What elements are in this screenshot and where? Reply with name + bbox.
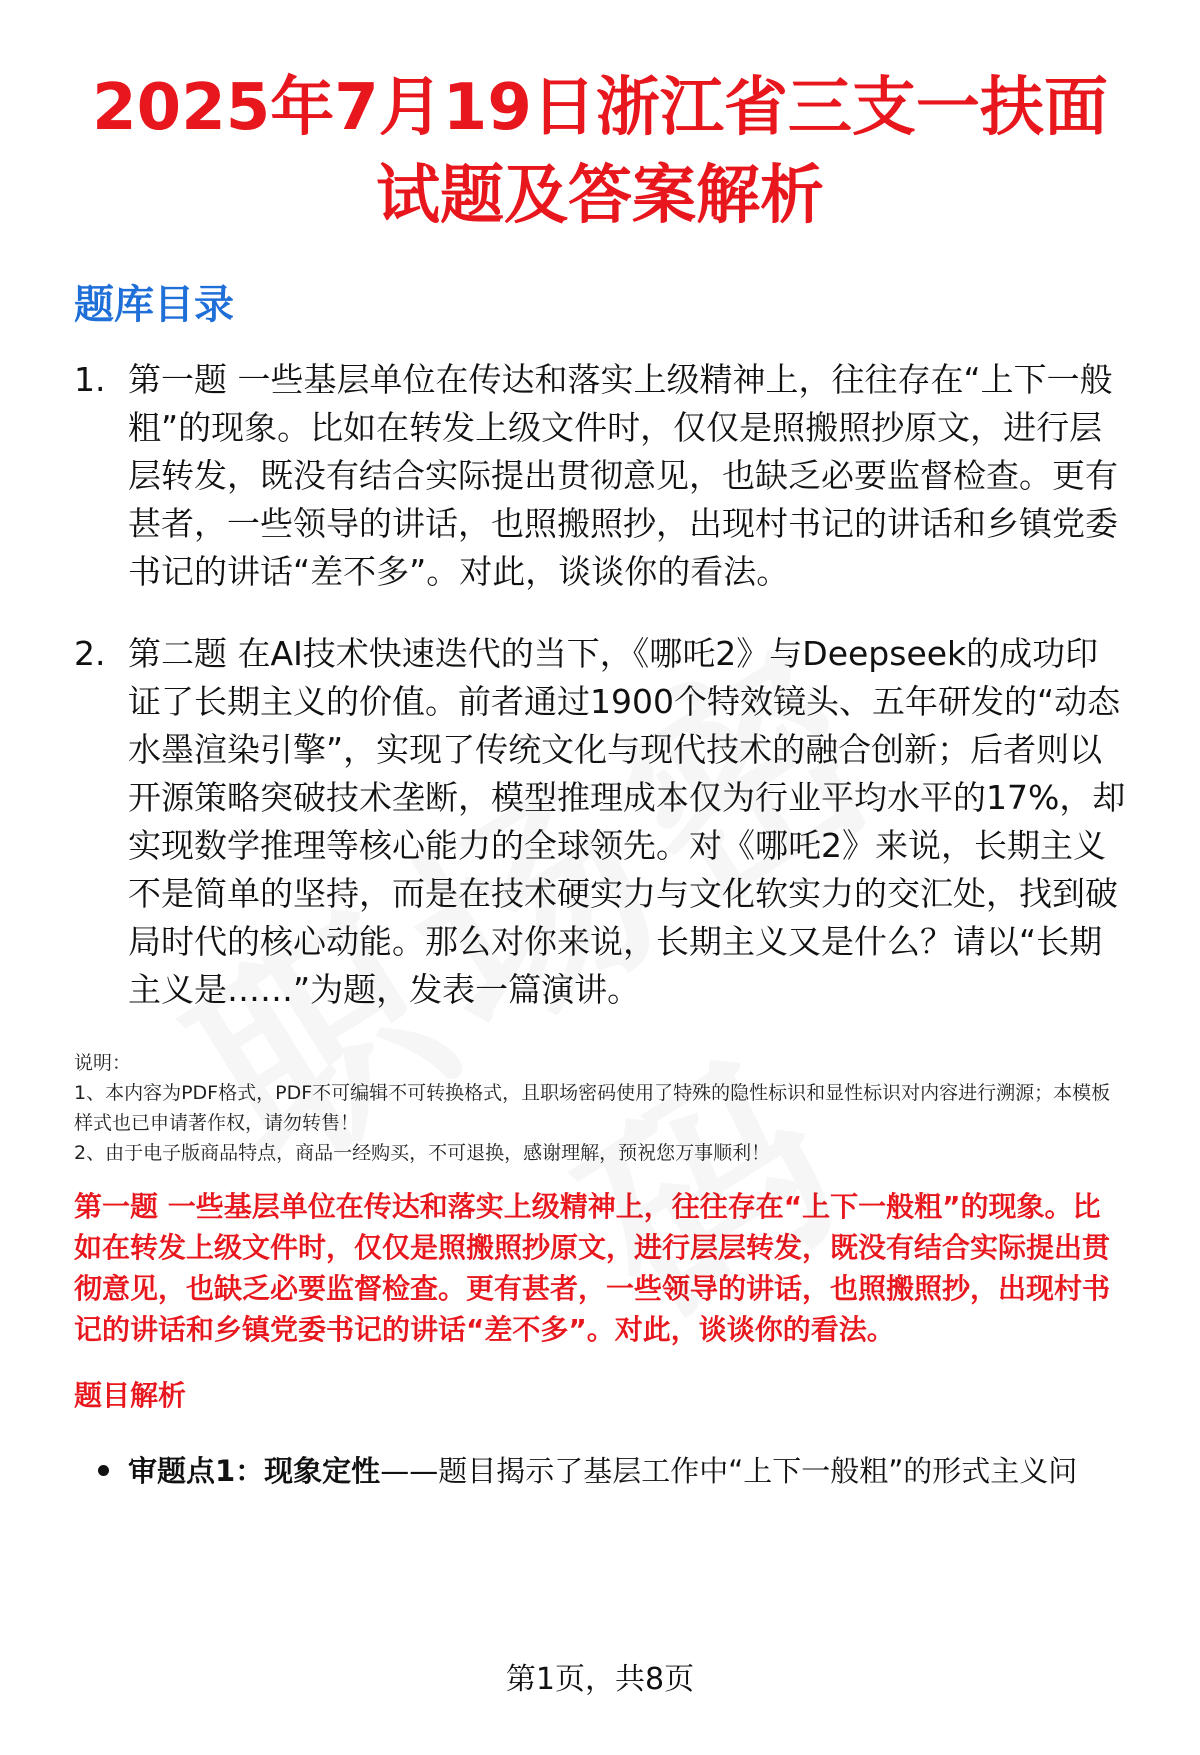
question-item <box>74 356 1126 596</box>
question-text: 第一题 一些基层单位在传达和落实上级精神上，往往存在“上下一般粗”的现象。比如在转发上级文件时，仅仅是照搬照抄原文，进行层层转发，既没有结合实际提出贯彻意见，也缺乏必要监督检查。更有甚者，一些领导的讲话，也照搬照抄，出现村书记的讲话和乡镇党委书记的讲话“差不多”。对此，谈谈你的看法。 <box>128 360 1118 591</box>
bullet-text: ——题目揭示了基层工作中“上下一般粗”的形式主义问 <box>380 1454 1078 1488</box>
notes-section <box>74 1048 1126 1168</box>
question-item <box>74 630 1126 1014</box>
question-text: 第二题 在AI技术快速迭代的当下，《哪吒2》与Deepseek的成功印证了长期主义的价值。前者通过1900个特效镜头、五年研发的“动态水墨渲染引擎”，实现了传统文化与现代技术的融合创新；后者则以开源策略突破技术垄断，模型推理成本仅为行业平均水平的17%，却实现数学推理等核心能力的全球领先。对《哪吒2》来说，长期主义不是简单的坚持，而是在技术硬实力与文化软实力的交汇处，找到破局时代的核心动能。那么对你来说，长期主义又是什么？请以“长期主义是……”为题，发表一篇演讲。 <box>128 634 1126 1009</box>
bullet-bold-label: 审题点1：现象定性 <box>128 1454 381 1488</box>
bullet-dot-icon <box>98 1465 109 1476</box>
analysis-heading: 题目解析 <box>74 1379 187 1412</box>
notes-line: 2、由于电子版商品特点，商品一经购买，不可退换，感谢理解，预祝您万事顺利！ <box>74 1142 771 1164</box>
notes-label: 说明： <box>74 1052 132 1074</box>
question-heading: 第一题 一些基层单位在传达和落实上级精神上，往往存在“上下一般粗”的现象。比如在转发上级文件时，仅仅是照搬照抄原文，进行层层转发，既没有结合实际提出贯彻意见，也缺乏必要监督检查。更有甚者，一些领导的讲话，也照搬照抄，出现村书记的讲话和乡镇党委书记的讲话“差不多”。对此，谈谈你的看法。 <box>74 1190 1111 1346</box>
analysis-bullet <box>74 1450 1126 1492</box>
notes-line: 1、本内容为PDF格式，PDF不可编辑不可转换格式，且职场密码使用了特殊的隐性标识和显性标识对内容进行溯源；本模板样式也已申请著作权，请勿转售！ <box>74 1082 1111 1134</box>
question-number: 1. <box>74 360 106 399</box>
page-title: 2025年7月19日浙江省三支一扶面试题及答案解析 <box>92 71 1108 233</box>
question-number: 2. <box>74 634 106 673</box>
toc-heading: 题库目录 <box>74 282 234 328</box>
question-list <box>74 356 1126 1014</box>
page-footer: 第1页，共8页 <box>505 1662 695 1697</box>
